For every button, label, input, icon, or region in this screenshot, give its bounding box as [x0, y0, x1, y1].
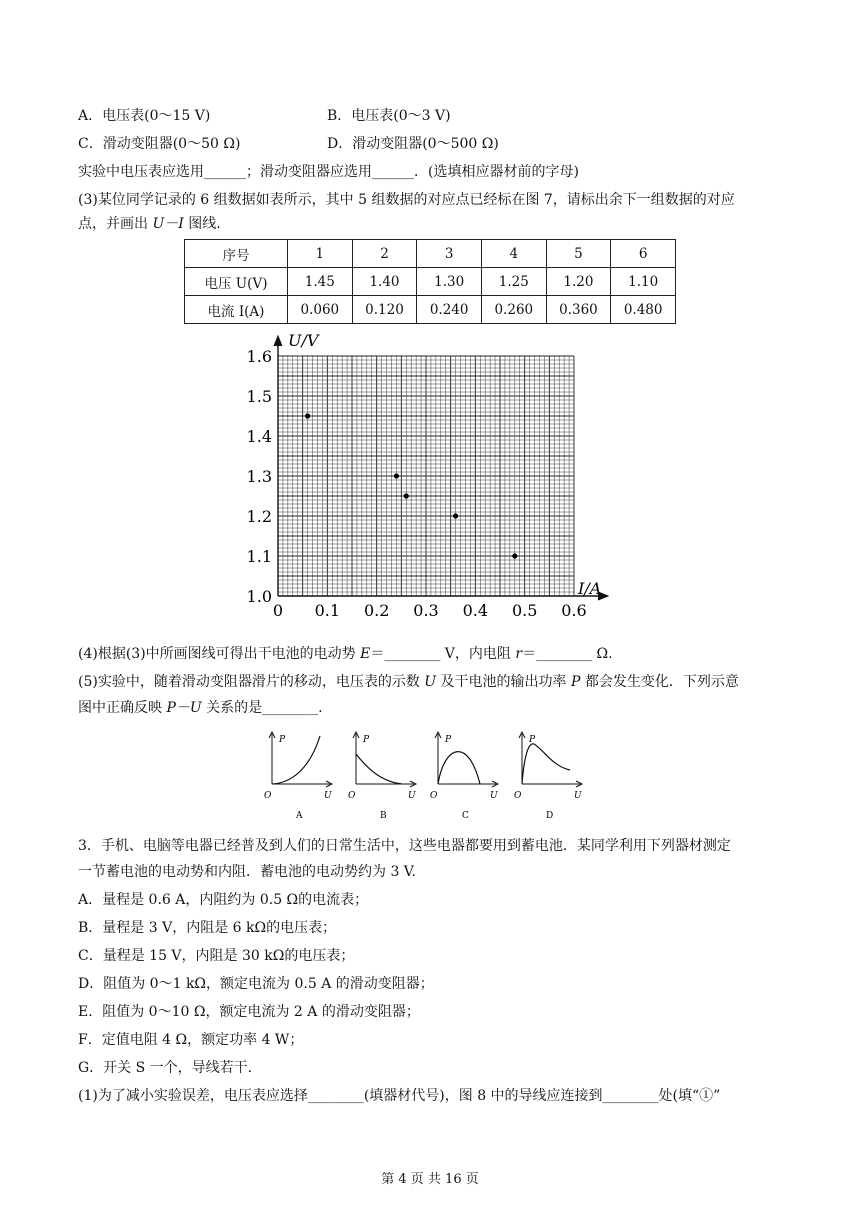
q3-line1: 3．手机、电脑等电器已经普及到人们的日常生活中，这些电器都要用到蓄电池．某同学利用下列器材测定 [78, 838, 731, 854]
part3-text-c: 图线. [183, 216, 221, 232]
q3-item-d: D．阻值为 0～1 kΩ，额定电流为 0.5 A 的滑动变阻器； [78, 976, 434, 992]
pu-origin: O [430, 791, 438, 801]
q3-item-a: A．量程是 0.6 A，内阻约为 0.5 Ω的电流表； [78, 892, 369, 908]
part5-line2 [78, 698, 323, 718]
option-c: C．滑动变阻器(0～50 Ω) [78, 136, 241, 152]
part3-line2 [78, 214, 221, 234]
part3-ui-symbol: U－I [152, 216, 184, 232]
table-cell: 1.20 [546, 268, 611, 296]
graph-grid [278, 356, 574, 596]
pu-axis-p: P [529, 735, 536, 745]
pu-axis-u: U [408, 791, 416, 801]
part4-e-symbol: E [360, 646, 371, 662]
pu-label-d: D [546, 811, 554, 821]
table-cell: 0.060 [288, 296, 353, 324]
x-tick-label: 0.4 [462, 601, 489, 620]
pu-graph-a [262, 728, 342, 824]
pu-label-a: A [296, 811, 303, 821]
pu-axis-p: P [363, 735, 370, 745]
part5-line1 [78, 672, 739, 692]
y-tick-label: 1.0 [246, 587, 272, 606]
table-cell: 0.480 [611, 296, 676, 324]
part4-line [78, 644, 613, 664]
data-point [305, 413, 310, 418]
part3-text-a: 点，并画出 [78, 216, 153, 232]
q3-part1: (1)为了减小实验误差，电压表应选择________(填器材代号)，图 8 中的导线应连接到________处(填“①” [78, 1088, 721, 1104]
data-point [404, 493, 409, 498]
option-d: D．滑动变阻器(0～500 Ω) [327, 136, 499, 152]
pu-label-b: B [380, 811, 387, 821]
part5-text-c: 都会发生变化．下列示意 [580, 674, 739, 690]
pu-graph-d [512, 728, 592, 824]
option-a: A．电压表(0～15 V) [78, 108, 211, 124]
y-tick-label: 1.3 [246, 467, 272, 486]
pu-label-c: C [462, 811, 469, 821]
pu-axis-u: U [324, 791, 332, 801]
pu-axis-u: U [574, 791, 582, 801]
table-cell: 1.10 [611, 268, 676, 296]
x-tick-label: 0.3 [413, 601, 439, 620]
table-cell: 0.360 [546, 296, 611, 324]
current-label: 电流 I(A) [185, 296, 288, 324]
part3-line1: (3)某位同学记录的 6 组数据如表所示，其中 5 组数据的对应点已经标在图 7，请标出余下一组数据的对应 [78, 192, 735, 208]
table-cell: 3 [417, 240, 482, 268]
y-tick-label: 1.6 [246, 347, 272, 366]
table-cell: 1.25 [481, 268, 546, 296]
pu-origin: O [348, 791, 356, 801]
y-tick-label: 1.1 [246, 547, 272, 566]
part4-text-c: ＝________ Ω. [522, 646, 613, 662]
table-cell: 5 [546, 240, 611, 268]
table-cell: 0.120 [352, 296, 417, 324]
table-cell: 1 [288, 240, 353, 268]
select-instruction: 实验中电压表应选用______；滑动变阻器应选用______．(选填相应器材前的字母) [78, 164, 579, 180]
table-cell: 0.240 [417, 296, 482, 324]
q3-item-c: C．量程是 15 V，内阻是 30 kΩ的电压表； [78, 948, 355, 964]
pu-origin: O [514, 791, 522, 801]
table-cell: 6 [611, 240, 676, 268]
pu-origin: O [264, 791, 272, 801]
part5-text-b: 及干电池的输出功率 [436, 674, 571, 690]
q3-item-b: B．量程是 3 V，内阻是 6 kΩ的电压表； [78, 920, 337, 936]
table-cell: 1.40 [352, 268, 417, 296]
ui-graph [240, 330, 620, 630]
part5-pu-symbol: P－U [166, 700, 202, 716]
pu-graph-c [428, 728, 508, 824]
y-axis-arrow [274, 336, 282, 346]
y-tick-label: 1.2 [246, 507, 272, 526]
x-tick-label: 0.2 [363, 601, 390, 620]
table-cell: 4 [481, 240, 546, 268]
part4-text-a: (4)根据(3)中所画图线可得出干电池的电动势 [78, 646, 361, 662]
part5-p-symbol: P [571, 674, 581, 690]
y-tick-label: 1.5 [246, 387, 272, 406]
y-tick-label: 1.4 [246, 427, 272, 446]
x-tick-label: 0.5 [511, 601, 538, 620]
y-axis-label: U/V [288, 331, 319, 350]
pu-axis-u: U [490, 791, 498, 801]
pu-axis-p: P [279, 735, 286, 745]
pu-graph-b [346, 728, 426, 824]
x-tick-label: 0.6 [561, 601, 587, 620]
data-point [512, 553, 517, 558]
x-axis-label: I/A [578, 579, 602, 598]
data-point [394, 473, 399, 478]
q3-item-f: F．定值电阻 4 Ω，额定功率 4 W； [78, 1032, 304, 1048]
x-tick-label: 0.1 [314, 601, 341, 620]
part5-u-symbol: U [424, 674, 437, 690]
x-tick-label: 0 [272, 601, 284, 620]
q3-item-e: E．阻值为 0～10 Ω，额定电流为 2 A 的滑动变阻器； [78, 1004, 420, 1020]
part4-r-symbol: r [515, 646, 523, 662]
pu-axis-p: P [445, 735, 452, 745]
voltage-label: 电压 U(V) [185, 268, 288, 296]
table-row-voltage [185, 268, 676, 296]
part5-text-a: (5)实验中，随着滑动变阻器滑片的移动，电压表的示数 [78, 674, 425, 690]
table-cell: 0.260 [481, 296, 546, 324]
part5-text-d: 图中正确反映 [78, 700, 167, 716]
data-point [453, 513, 458, 518]
page-footer: 第 4 页 共 16 页 [381, 1172, 479, 1187]
table-row-current [185, 296, 676, 324]
q3-line2: 一节蓄电池的电动势和内阻．蓄电池的电动势约为 3 V. [78, 864, 416, 880]
q3-item-g: G．开关 S 一个，导线若干. [78, 1060, 253, 1076]
option-b: B．电压表(0～3 V) [327, 108, 451, 124]
table-row-header [185, 240, 676, 268]
table-cell: 2 [352, 240, 417, 268]
data-table [184, 239, 676, 324]
part5-text-e: 关系的是________. [201, 700, 323, 716]
table-cell: 1.30 [417, 268, 482, 296]
part4-text-b: ＝________ V，内电阻 [370, 646, 516, 662]
table-header-label: 序号 [185, 240, 288, 268]
table-cell: 1.45 [288, 268, 353, 296]
